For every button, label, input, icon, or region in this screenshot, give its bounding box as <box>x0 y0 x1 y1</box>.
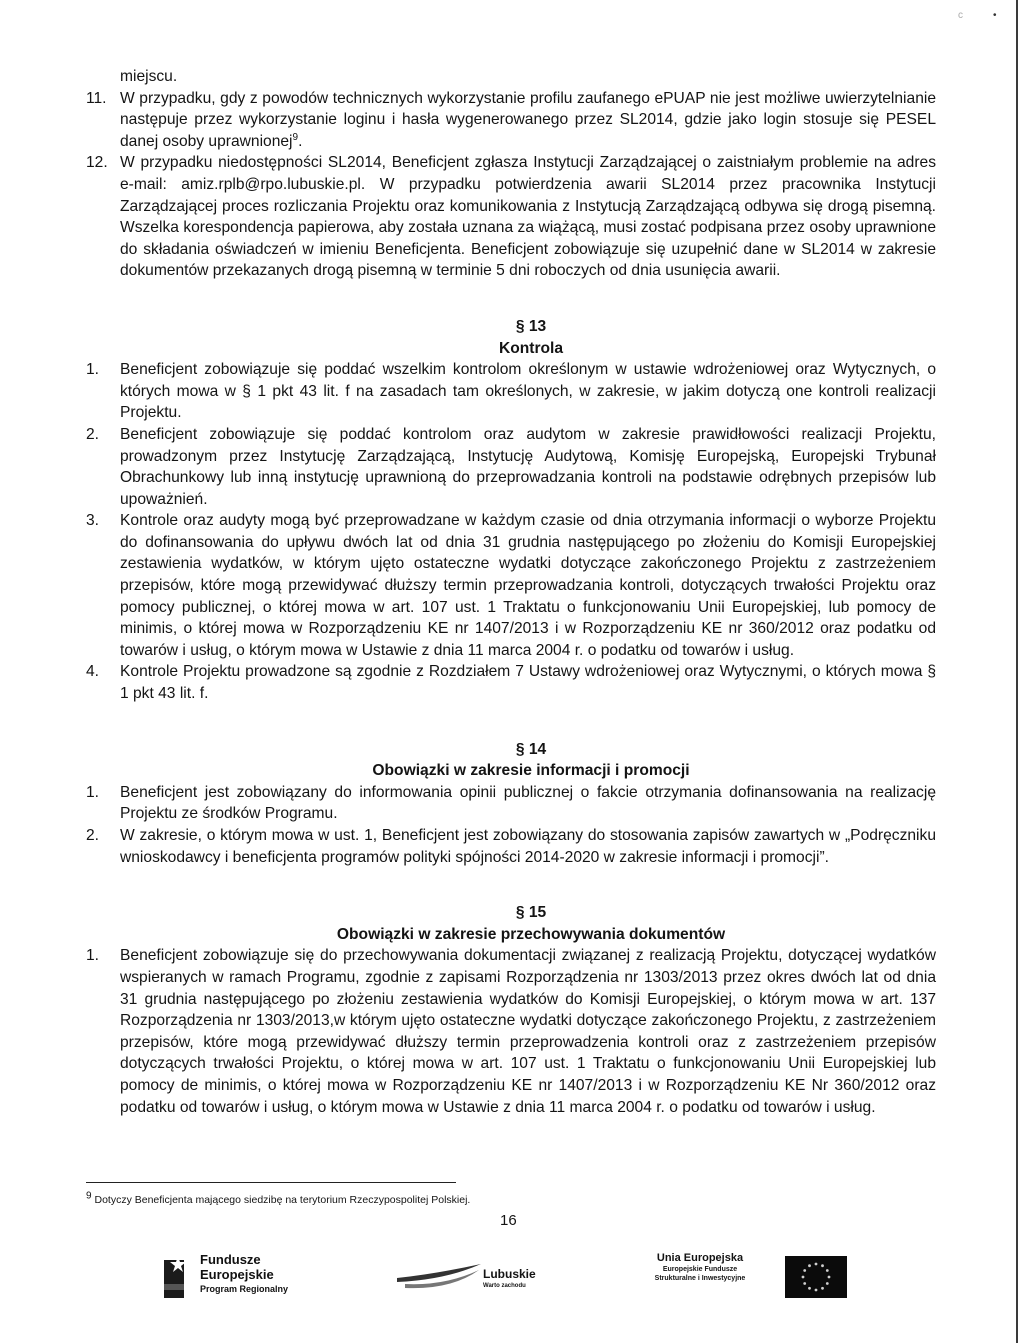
fe-line2: Europejskie <box>200 1267 274 1282</box>
list-item <box>86 945 936 1118</box>
section-number: § 14 <box>515 740 547 758</box>
fe-line3: Program Regionalny <box>200 1284 289 1294</box>
section-number: § 13 <box>515 317 547 335</box>
footnote-marker: 9 <box>86 1190 92 1202</box>
list-item <box>86 661 936 704</box>
lubuskie-logo <box>395 1254 575 1304</box>
item-number: 4. <box>86 663 100 681</box>
fe-text <box>200 1252 288 1297</box>
item-number: 1. <box>86 947 100 965</box>
item-text: W przypadku niedostępności SL2014, Beneficjent zgłasza Instytucji Zarządzającej o zaistniałym problemie na adres e-mail: amiz.rplb@rpo.lubuskie.pl. W przypadku potwierdzenia awarii SL2014 przez pracownika Instytucji Zarządzającej proces rozliczania Projektu oraz komunikowania z Instytucją Zarządzającą odbywa się drogą pisemną. Wszelka korespondencja papierowa, aby została uznana za wiążącą, musi zostać podpisana przez osoby uprawnione do składania oświadczeń w imieniu Beneficjenta. Beneficjent zobowiązuje się uzupełnić dane w SL2014 w zakresie dokumentów przekazanych drogą pisemną w terminie 5 dni roboczych od dnia usunięcia awarii. <box>120 154 936 280</box>
section-number: § 15 <box>515 904 547 922</box>
list-item <box>86 782 936 825</box>
item-number: 1. <box>86 783 100 801</box>
ue-text <box>630 1252 770 1283</box>
item-text: Beneficjent jest zobowiązany do informowania opinii publicznej o fakcie otrzymania dofinansowania na realizację Projektu ze środków Programu. <box>120 783 936 823</box>
item-number: 3. <box>86 512 100 530</box>
paragraph-continuation: miejscu. <box>120 68 178 85</box>
lubuskie-swoosh-icon <box>395 1260 485 1300</box>
item-text: W zakresie, o którym mowa w ust. 1, Beneficjent jest zobowiązany do stosowania zapisów zawartych w „Podręczniku wnioskodawcy i beneficjenta programów polityki spójności 2014-2020 w zakresie informacji i promocji”. <box>120 827 936 866</box>
section-title: Obowiązki w zakresie przechowywania dokumentów <box>336 925 726 943</box>
item-text: Beneficjent zobowiązuje się poddać kontrolom oraz audytom w zakresie prawidłowości realizacji Projektu, prowadzonym przez Instytucję Zarządzającą, Instytucję Audytową, Komisję Europejską, Europejski Trybunał Obrachunkowy lub inną instytucję uprawnioną do przeprowadzania kontroli na podstawie odrębnych przepisów lub upoważnień. <box>120 425 936 508</box>
footnote <box>86 1190 471 1207</box>
footnote-divider <box>86 1182 456 1183</box>
fundusze-europejskie-logo <box>150 1246 370 1310</box>
item-number: 2. <box>86 827 100 844</box>
scan-edge <box>1016 0 1018 1343</box>
fe-line1: Fundusze <box>200 1252 261 1267</box>
list-item <box>86 510 936 661</box>
list-item-11 <box>86 88 936 153</box>
list-item <box>86 424 936 510</box>
footnote-text: Dotyczy Beneficjenta mającego siedzibę na terytorium Rzeczypospolitej Polskiej. <box>94 1194 471 1206</box>
page-number: 16 <box>500 1212 517 1229</box>
list-item-12 <box>86 152 936 282</box>
body-text <box>86 66 936 1118</box>
item-text: Beneficjent zobowiązuje się do przechowywania dokumentacji związanej z realizacją Projektu, dotyczącej wydatków wspieranych w ramach Programu, zgodnie z zapisami Rozporządzenia nr 1303/2013 przez okres dwóch lat od dnia 31 grudnia następującego po złożeniu zestawienia wydatków do Komisji Europejskiej, o którym mowa w art. 137 Rozporządzenia nr 1303/2013,w którym ujęto ostateczne wydatki dotyczące zakończonego Projektu, z zastrzeżeniem przepisów, które mogą przewidywać dłuższy termin przeprowadzenia kontroli oraz z zastrzeżeniem przepisów dotyczących trwałości Projektu, o której mowa w art. 107 ust. 1 Traktatu o funkcjonowaniu Unii Europejskiej lub pomocy de minimis, o której mowa w Rozporządzeniu KE nr 1407/2013 i w Rozporządzeniu KE Nr 360/2012 oraz podatku od towarów i usług, o którym mowa w Ustawie z dnia 11 marca 2004 r. o podatku od towarów i usług. <box>120 947 936 1116</box>
eu-stars-icon <box>785 1256 847 1298</box>
item-number: 12. <box>86 154 108 172</box>
item-text: Kontrole Projektu prowadzone są zgodnie z Rozdziałem 7 Ustawy wdrożeniowej oraz Wytycznymi, o których mowa § 1 pkt 43 lit. f. <box>120 663 936 703</box>
item-number: 2. <box>86 425 100 443</box>
fe-star-icon <box>162 1254 188 1302</box>
section-title: Obowiązki w zakresie informacji i promocji <box>372 762 690 780</box>
item-number: 1. <box>86 361 100 379</box>
item-text-end: . <box>298 132 303 150</box>
scan-speck: c <box>958 10 963 21</box>
ue-line3: Strukturalne i Inwestycyjne <box>654 1275 746 1282</box>
list-item <box>86 825 936 868</box>
footnote-ref: 9 <box>292 131 299 143</box>
item-text: Beneficjent zobowiązuje się poddać wszelkim kontrolom określonym w ustawie wdrożeniowej oraz Wytycznych, o których mowa w § 1 pkt 43 lit. f na zasadach tam określonych, w zakresie, w jakim dotyczą one kontroli realizacji Projektu. <box>120 361 936 422</box>
ue-line2: Europejskie Fundusze <box>662 1266 738 1273</box>
scan-speck: • <box>993 10 997 21</box>
item-text: W przypadku, gdy z powodów technicznych wykorzystanie profilu zaufanego ePUAP nie jest możliwe uwierzytelnianie następuje przez wykorzystanie loginu i hasła wygenerowanego przez SL2014, gdzie jako login stosuje się PESEL danej osoby uprawnionej <box>120 89 936 150</box>
item-text: Kontrole oraz audyty mogą być przeprowadzane w każdym czasie od dnia otrzymania informacji o wyborze Projektu do dofinansowania do upływu dwóch lat od dnia 31 grudnia następującego po złożeniu do Komisji Europejskiej zestawienia wydatków, w którym ujęto ostateczne wydatki dotyczące zakończonego Projektu z zastrzeżeniem przepisów, które mogą przewidywać dłuższy termin przeprowadzania kontroli, dotyczących trwałości Projektu oraz pomocy publicznej, o której mowa w art. 107 ust. 1 Traktatu o funkcjonowaniu Unii Europejskiej, lub pomocy de minimis, o której mowa w Rozporządzeniu KE nr 1407/2013 i w Rozporządzeniu KE nr 360/2012 oraz podatku od towarów i usług, o którym mowa w Ustawie z dnia 11 marca 2004 r. o podatku od towarów i usług. <box>120 512 936 659</box>
lub-line2: Warto zachodu <box>483 1283 526 1289</box>
list-item <box>86 359 936 424</box>
lub-line1: Lubuskie <box>483 1267 536 1281</box>
unia-europejska-logo <box>630 1252 870 1312</box>
lubuskie-text <box>483 1268 536 1292</box>
footer-logos <box>150 1246 870 1316</box>
ue-line1: Unia Europejska <box>656 1252 744 1264</box>
item-number: 11. <box>86 89 107 107</box>
section-title: Kontrola <box>498 339 564 357</box>
eu-flag-icon <box>785 1256 847 1298</box>
